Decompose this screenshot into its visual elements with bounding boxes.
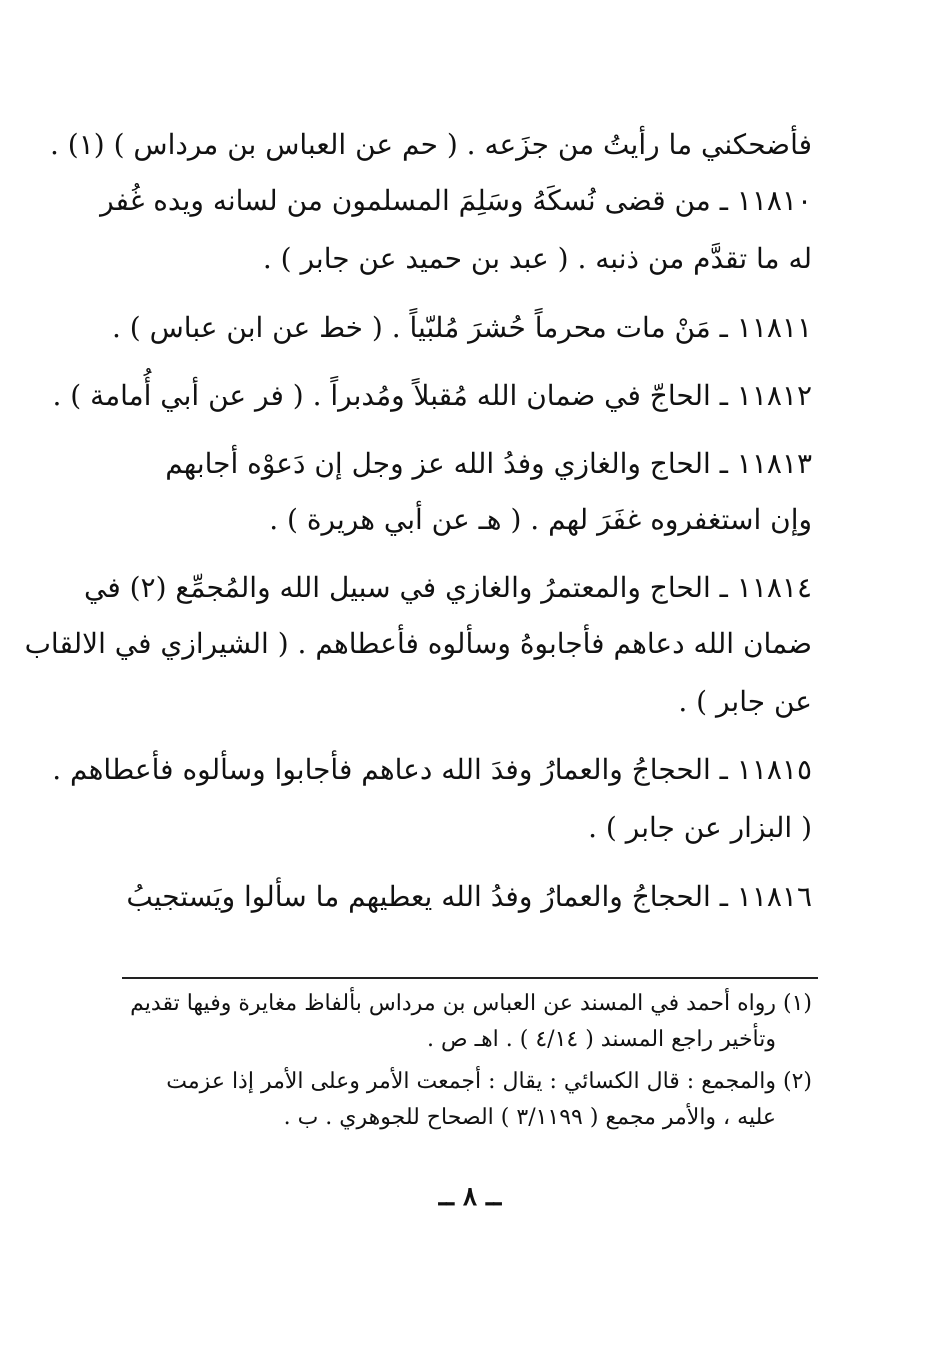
- text-line: ١١٨١٣ ـ الحاج والغازي وفدُ الله عز وجل إن دَعوْه أجابهم: [165, 447, 812, 480]
- text-line: ( البزار عن جابر ) .: [588, 811, 812, 844]
- text-line: ١١٨١٢ ـ الحاجّ في ضمان الله مُقبلاً ومُدبراً . ( فر عن أبي أُمامة ) .: [52, 379, 812, 412]
- text-line: ١١٨١١ ـ مَنْ مات محرماً حُشرَ مُلبّياً . ( خط عن ابن عباس ) .: [111, 311, 812, 344]
- text-line: ضمان الله دعاهم فأجابوهُ وسألوه فأعطاهم . ( الشيرازي في الالقاب: [24, 627, 812, 660]
- text-line: فأضحكني ما رأيتُ من جزَعه . ( حم عن العباس بن مرداس ) (١) .: [49, 128, 812, 161]
- footnote-line: (١) رواه أحمد في المسند عن العباس بن مرداس بألفاظ مغايرة وفيها تقديم: [130, 991, 812, 1016]
- text-line: وإن استغفروه غفَرَ لهم . ( هـ عن أبي هريرة ) .: [269, 503, 812, 536]
- footnote-divider: [122, 977, 818, 979]
- footnotes: [112, 990, 812, 1132]
- text-line: ١١٨١٦ ـ الحجاجُ والعمارُ وفدُ الله يعطيهم ما سألوا ويَستجيبُ: [126, 880, 812, 913]
- text-line: ١١٨١٤ ـ الحاج والمعتمرُ والغازي في سبيل الله والمُجمِّع (٢) في: [83, 571, 812, 604]
- footnote-line: وتأخير راجع المسند ( ٤/١٤ ) . اهـ ص .: [427, 1027, 776, 1052]
- text-line: له ما تقدَّم من ذنبه . ( عبد بن حميد عن جابر ) .: [262, 242, 812, 275]
- page-number: ــ ٨ ــ: [438, 1182, 502, 1212]
- main-text: [24, 128, 812, 914]
- text-line: عن جابر ) .: [678, 685, 812, 718]
- text-line: ١١٨١٠ ـ من قضى نُسكَهُ وسَلِمَ المسلمون من لسانه ويده غُفر: [100, 184, 812, 217]
- footnote-line: عليه ، والأمر مجمع ( ٣/١١٩٩ ) الصحاح للجوهري . ب .: [283, 1105, 776, 1130]
- footnote-line: (٢) والمجمع : قال الكسائي : يقال : أجمعت الأمر وعلى الأمر إذا عزمت: [166, 1069, 812, 1094]
- text-line: ١١٨١٥ ـ الحجاجُ والعمارُ وفدَ الله دعاهم فأجابوا وسألوه فأعطاهم .: [52, 753, 812, 786]
